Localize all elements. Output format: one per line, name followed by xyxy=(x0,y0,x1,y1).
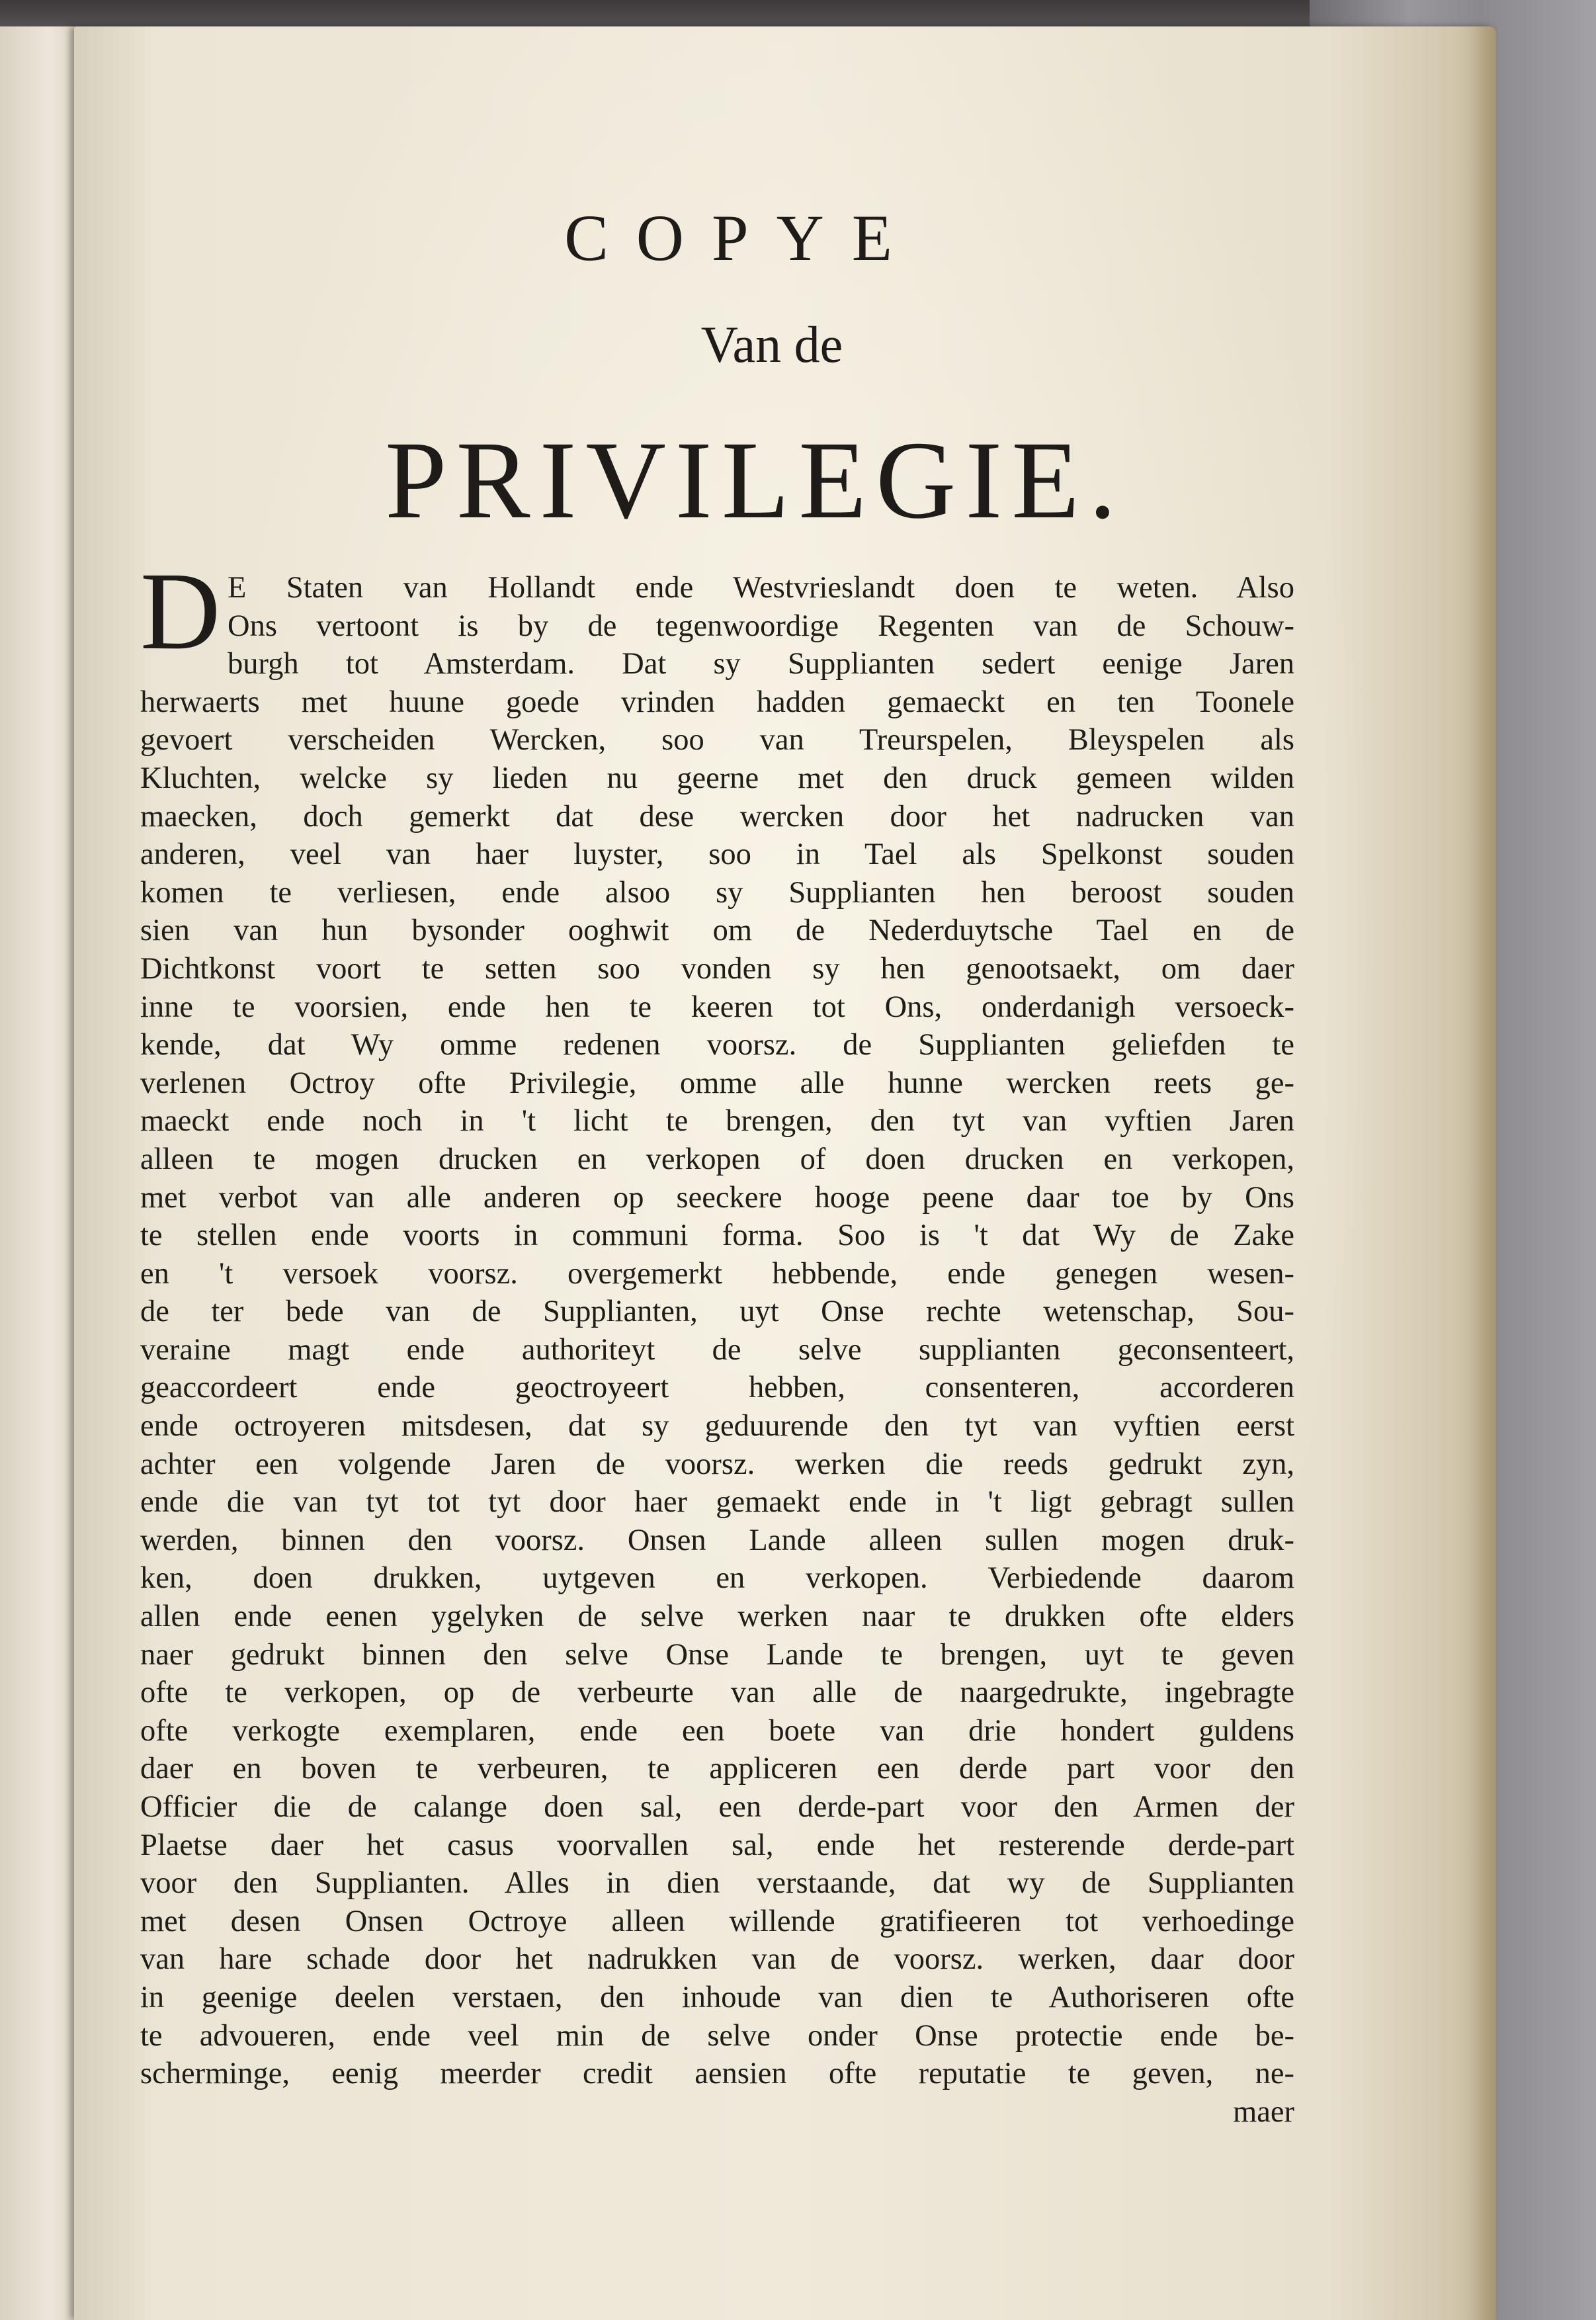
text-line: ofte te verkopen, op de verbeurte van alle de naargedrukte, ingebragte xyxy=(140,1676,1294,1710)
text-line: de ter bede van de Supplianten, uyt Onse rechte wetenschap, Sou- xyxy=(140,1295,1294,1329)
text-line: naer gedrukt binnen den selve Onse Lande te brengen, uyt te geven xyxy=(140,1637,1294,1672)
text-line: Ons vertoont is by de tegenwoordige Regenten van de Schouw- xyxy=(228,609,1294,643)
text-line: komen te verliesen, ende alsoo sy Supplianten hen beroost souden xyxy=(140,875,1294,910)
text-line: inne te voorsien, ende hen te keeren tot Ons, onderdanigh versoeck- xyxy=(140,990,1294,1024)
text-line: E Staten van Hollandt ende Westvrieslandt doen te weten. Also xyxy=(228,571,1294,605)
text-line: Kluchten, welcke sy lieden nu geerne met den druck gemeen wilden xyxy=(140,761,1294,795)
book-page xyxy=(74,26,1496,2320)
text-line: veraine magt ende authoriteyt de selve supplianten geconsenteert, xyxy=(140,1332,1294,1367)
text-line: alleen te mogen drucken en verkopen of doen drucken en verkopen, xyxy=(140,1142,1294,1176)
text-line: en 't versoek voorsz. overgemerkt hebbende, ende genegen wesen- xyxy=(140,1256,1294,1291)
text-line: maecken, doch gemerkt dat dese wercken door het nadrucken van xyxy=(140,799,1294,834)
catchword: maer xyxy=(1233,2094,1294,2129)
text-line: met desen Onsen Octroye alleen willende gratifieeren tot verhoedinge xyxy=(140,1904,1294,1938)
text-line: geaccordeert ende geoctroyeert hebben, consenteren, accorderen xyxy=(140,1371,1294,1405)
text-line: ende die van tyt tot tyt door haer gemaekt ende in 't ligt gebragt sullen xyxy=(140,1485,1294,1520)
text-line: daer en boven te verbeuren, te appliceren een derde part voor den xyxy=(140,1752,1294,1786)
text-line: Plaetse daer het casus voorvallen sal, ende het resterende derde-part xyxy=(140,1828,1294,1862)
text-line: gevoert verscheiden Wercken, soo van Treurspelen, Bleyspelen als xyxy=(140,723,1294,757)
heading-privilegie: PRIVILEGIE. xyxy=(385,419,1126,542)
body-text xyxy=(140,569,1294,2131)
heading-copye: COPYE xyxy=(564,201,920,275)
text-line: te advoueren, ende veel min de selve onder Onse protectie ende be- xyxy=(140,2018,1294,2053)
text-line: herwaerts met huune goede vrinden hadden gemaeckt en ten Toonele xyxy=(140,685,1294,719)
text-line: achter een volgende Jaren de voorsz. werken die reeds gedrukt zyn, xyxy=(140,1447,1294,1481)
text-line: Dichtkonst voort te setten soo vonden sy hen genootsaekt, om daer xyxy=(140,951,1294,986)
text-line: verlenen Octroy ofte Privilegie, omme alle hunne wercken reets ge- xyxy=(140,1066,1294,1100)
text-line: met verbot van alle anderen op seeckere hooge peene daar toe by Ons xyxy=(140,1180,1294,1215)
text-line: werden, binnen den voorsz. Onsen Lande alleen sullen mogen druk- xyxy=(140,1523,1294,1557)
text-line: te stellen ende voorts in communi forma. Soo is 't dat Wy de Zake xyxy=(140,1219,1294,1253)
text-line: ofte verkogte exemplaren, ende een boete van drie hondert guldens xyxy=(140,1713,1294,1748)
text-line: burgh tot Amsterdam. Dat sy Supplianten sedert eenige Jaren xyxy=(228,647,1294,681)
text-line: maeckt ende noch in 't licht te brengen, den tyt van vyftien Jaren xyxy=(140,1104,1294,1139)
text-line: Officier die de calange doen sal, een derde-part voor den Armen der xyxy=(140,1790,1294,1824)
text-line: ende octroyeren mitsdesen, dat sy geduurende den tyt van vyftien eerst xyxy=(140,1409,1294,1443)
heading-van-de: Van de xyxy=(700,316,843,373)
text-line: scherminge, eenig meerder credit aensien ofte reputatie te geven, ne- xyxy=(140,2057,1294,2091)
text-line: van hare schade door het nadrukken van de voorsz. werken, daar door xyxy=(140,1942,1294,1977)
text-line: ken, doen drukken, uytgeven en verkopen. Verbiedende daarom xyxy=(140,1561,1294,1596)
text-line: sien van hun bysonder ooghwit om de Nederduytsche Tael en de xyxy=(140,914,1294,948)
text-line: voor den Supplianten. Alles in dien verstaande, dat wy de Supplianten xyxy=(140,1866,1294,1901)
text-line: kende, dat Wy omme redenen voorsz. de Supplianten geliefden te xyxy=(140,1028,1294,1062)
text-line: allen ende eenen ygelyken de selve werken naar te drukken ofte elders xyxy=(140,1600,1294,1634)
text-line: anderen, veel van haer luyster, soo in Tael als Spelkonst souden xyxy=(140,838,1294,872)
drop-cap: D xyxy=(140,550,221,673)
text-line: in geenige deelen verstaen, den inhoude van dien te Authoriseren ofte xyxy=(140,1980,1294,2014)
